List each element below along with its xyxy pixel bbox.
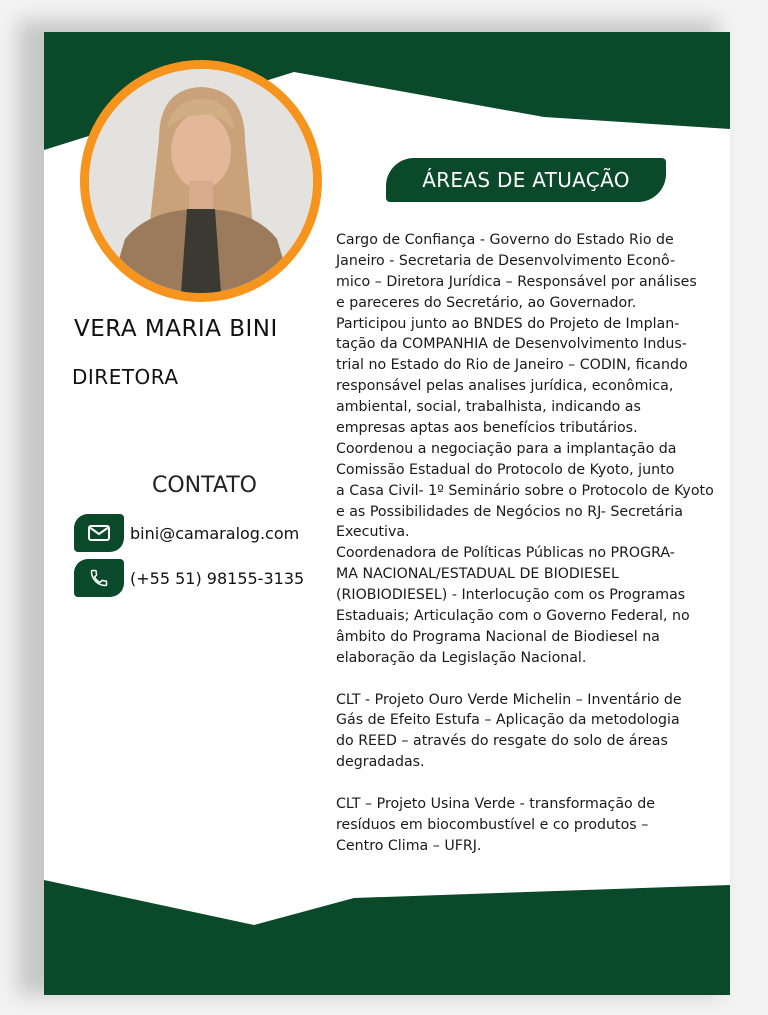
description-line: empresas aptas aos benefícios tributários. <box>336 420 638 437</box>
description-line <box>336 773 726 794</box>
description-line: degradadas. <box>336 754 425 771</box>
areas-description <box>336 230 726 857</box>
description-line: âmbito do Programa Nacional de Biodiesel na <box>336 628 660 645</box>
description-line: e pareceres do Secretário, ao Governador. <box>336 294 637 311</box>
description-line: mico – Diretora Jurídica – Responsável por análises <box>336 273 697 290</box>
person-name: VERA MARIA BINI <box>74 316 278 342</box>
areas-heading-badge <box>386 158 666 202</box>
description-line: Coordenadora de Políticas Públicas no PROGRA- <box>336 545 675 562</box>
description-line: Janeiro - Secretaria de Desenvolvimento Econô- <box>336 252 676 269</box>
description-line: Coordenou a negociação para a implantação da <box>336 440 677 457</box>
description-line: Executiva. <box>336 524 410 541</box>
description-line: responsável pelas analises jurídica, econômica, <box>336 378 674 395</box>
description-line: CLT – Projeto Usina Verde - transformação de <box>336 796 655 813</box>
description-line: trial no Estado do Rio de Janeiro – CODIN, ficando <box>336 357 688 374</box>
description-line: do REED – através do resgate do solo de áreas <box>336 733 668 750</box>
description-line: tação da COMPANHIA de Desenvolvimento Indus- <box>336 336 687 353</box>
contact-email-row <box>74 513 334 553</box>
description-line: CLT - Projeto Ouro Verde Michelin – Inventário de <box>336 691 682 708</box>
bottom-banner <box>44 880 730 995</box>
description-line: (RIOBIODIESEL) - Interlocução com os Programas <box>336 587 686 604</box>
profile-photo-frame <box>80 60 322 302</box>
description-line: a Casa Civil- 1º Seminário sobre o Protocolo de Kyoto <box>336 482 714 499</box>
description-line: elaboração da Legislação Nacional. <box>336 649 587 666</box>
contact-phone[interactable]: (+55 51) 98155-3135 <box>130 568 305 588</box>
areas-heading: ÁREAS DE ATUAÇÃO <box>422 168 630 192</box>
description-line: Comissão Estadual do Protocolo de Kyoto, junto <box>336 461 675 478</box>
description-line: e as Possibilidades de Negócios no RJ- Secretária <box>336 503 683 520</box>
description-line: resíduos em biocombustível e co produtos – <box>336 816 649 833</box>
portrait-illustration <box>89 69 313 293</box>
contact-heading: CONTATO <box>152 473 257 498</box>
person-role: DIRETORA <box>72 365 179 389</box>
envelope-icon <box>74 514 124 552</box>
resume-card <box>44 32 730 995</box>
description-line: Estaduais; Articulação com o Governo Federal, no <box>336 608 690 625</box>
description-line: MA NACIONAL/ESTADUAL DE BIODIESEL <box>336 566 619 583</box>
contact-email[interactable]: bini@camaralog.com <box>130 523 300 543</box>
description-line: Centro Clima – UFRJ. <box>336 837 482 854</box>
description-line: Gás de Efeito Estufa – Aplicação da metodologia <box>336 712 680 729</box>
description-line: Participou junto ao BNDES do Projeto de Implan- <box>336 315 680 332</box>
description-line: Cargo de Confiança - Governo do Estado Rio de <box>336 232 674 248</box>
description-line <box>336 669 726 690</box>
contact-phone-row <box>74 558 334 598</box>
phone-icon <box>74 559 124 597</box>
profile-photo <box>89 69 313 293</box>
description-line: ambiental, social, trabalhista, indicando as <box>336 399 641 416</box>
